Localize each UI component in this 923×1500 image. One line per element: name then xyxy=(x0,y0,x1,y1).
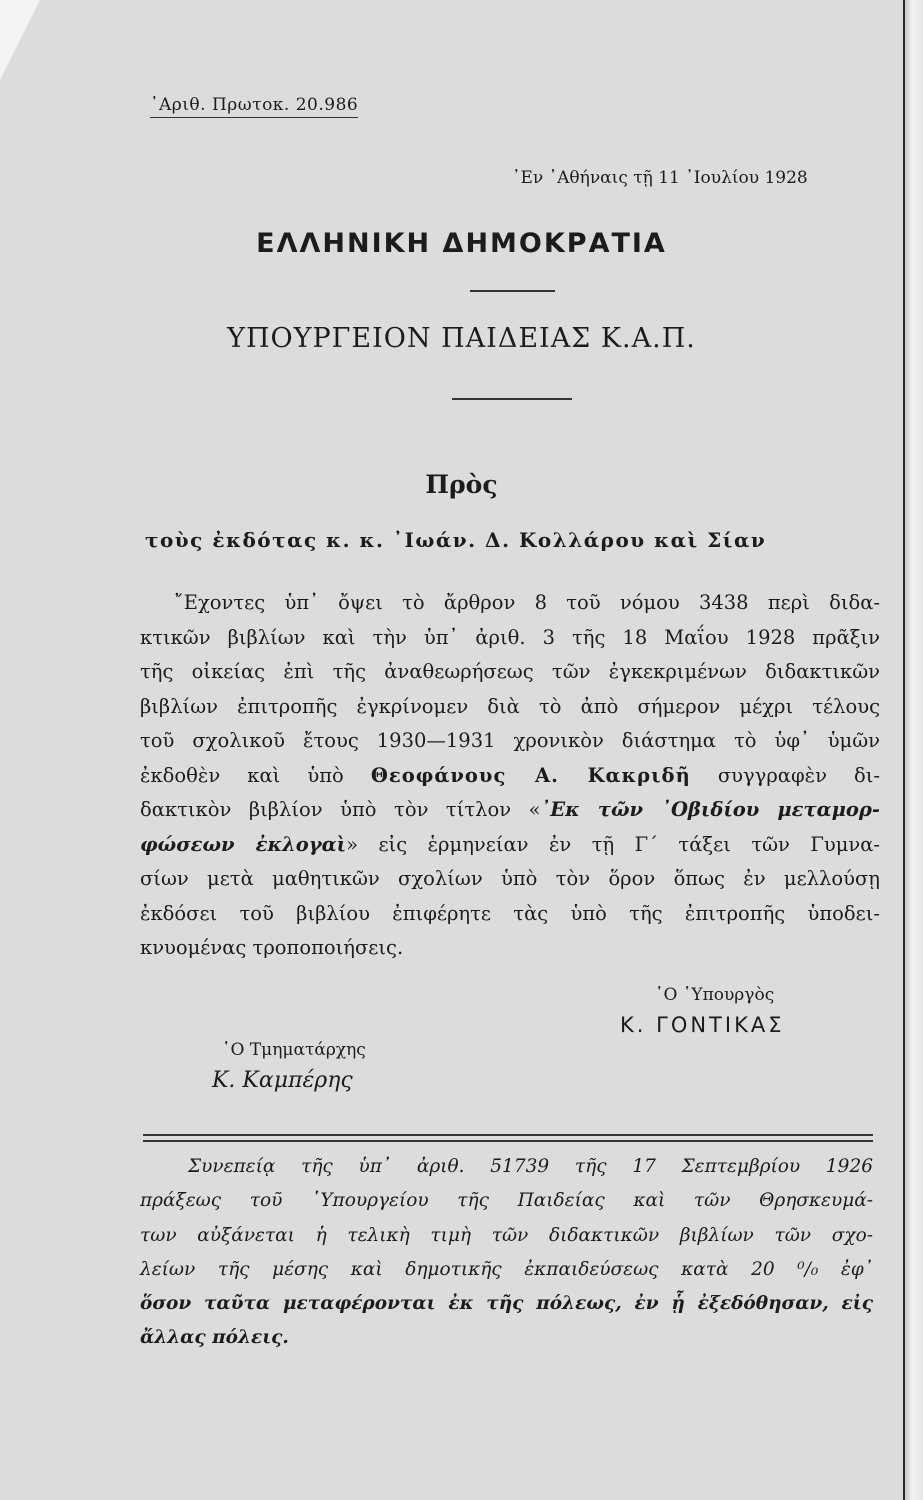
body-line: ῎Εχοντες ὑπ᾿ ὄψει τὸ ἄρθρον 8 τοῦ νόμου 3438 περὶ διδα- xyxy=(174,591,880,614)
body-text: συγγραφὲν δι- xyxy=(717,763,880,787)
document-date: ᾿Εν ᾿Αθήναις τῇ 11 ᾿Ιουλίου 1928 xyxy=(512,168,808,188)
body-line: κνυομένας τροποποιήσεις. xyxy=(140,936,404,959)
letter-body xyxy=(140,586,880,966)
ministry-heading: ΥΠΟΥΡΓΕΙΟΝ ΠΑΙΔΕΙΑΣ Κ.Α.Π. xyxy=(227,323,696,354)
recipients: τοὺς ἐκδότας κ. κ. ᾿Ιωάν. Δ. Κολλάρου καὶ Σίαν xyxy=(145,528,767,552)
divider xyxy=(452,398,572,400)
minister-title: ῾Ο ῾Υπουργὸς xyxy=(655,985,775,1005)
book-title: ᾿Εκ τῶν ᾿Οβιδίου μεταμορ- xyxy=(540,798,880,821)
body-line xyxy=(140,828,880,863)
note-line: ὅσον ταῦτα μεταφέρονται ἐκ τῆς πόλεως, ἐν ᾗ ἐξεδόθησαν, εἰς xyxy=(140,1293,873,1315)
note-line: Συνεπείᾳ τῆς ὑπ᾿ ἀριθ. 51739 τῆς 17 Σεπτεμβρίου 1926 xyxy=(188,1156,873,1177)
department-head-title: ῾Ο Τμηματάρχης xyxy=(222,1040,366,1060)
body-line: σίων μετὰ μαθητικῶν σχολίων ὑπὸ τὸν ὅρον ὅπως ἐν μελλούσῃ xyxy=(140,867,880,890)
double-rule-top xyxy=(143,1134,873,1136)
book-title: φώσεων ἐκλογαὶ xyxy=(140,832,347,856)
torn-corner xyxy=(0,0,40,80)
note-line: πράξεως τοῦ ῾Υπουργείου τῆς Παιδείας καὶ τῶν Θρησκευμά- xyxy=(140,1190,873,1212)
addressee-label: Πρὸς xyxy=(425,470,498,499)
body-line: κτικῶν βιβλίων καὶ τὴν ὑπ᾿ ἀριθ. 3 τῆς 18 Μαΐου 1928 πρᾶξιν xyxy=(140,625,880,649)
divider xyxy=(470,290,555,292)
body-text: δακτικὸν βιβλίον ὑπὸ τὸν τίτλον « xyxy=(140,798,541,821)
price-note xyxy=(140,1150,873,1356)
note-line: λείων τῆς μέσης καὶ δημοτικῆς ἐκπαιδεύσεως κατὰ 20 ⁰/₀ ἐφ᾿ xyxy=(140,1258,873,1280)
body-line: τῆς οἰκείας ἐπὶ τῆς ἀναθεωρήσεως τῶν ἐγκεκριμένων διδακτικῶν xyxy=(140,660,880,683)
body-text: ἐκδοθὲν καὶ ὑπὸ xyxy=(140,763,344,787)
body-line xyxy=(140,793,880,828)
double-rule-bottom xyxy=(143,1140,873,1142)
body-line: τοῦ σχολικοῦ ἔτους 1930—1931 χρονικὸν διάστημα τὸ ὑφ᾿ ὑμῶν xyxy=(140,729,880,752)
republic-heading: ΕΛΛΗΝΙΚΗ ΔΗΜΟΚΡΑΤΙΑ xyxy=(256,228,667,259)
body-line: βιβλίων ἐπιτροπῆς ἐγκρίνομεν διὰ τὸ ἀπὸ σήμερον μέχρι τέλους xyxy=(140,694,880,718)
note-line: των αὐξάνεται ἡ τελικὴ τιμὴ τῶν διδακτικῶν βιβλίων τῶν σχο- xyxy=(140,1224,873,1246)
department-head-name: Κ. Καμπέρης xyxy=(212,1068,353,1093)
page-edge xyxy=(903,0,923,1500)
body-text: » εἰς ἑρμηνείαν ἐν τῇ Γ΄ τάξει τῶν Γυμνα- xyxy=(346,832,880,856)
body-line xyxy=(140,759,880,794)
note-line: ἄλλας πόλεις. xyxy=(140,1327,289,1349)
author-name: Θεοφάνους Α. Κακριδῆ xyxy=(370,763,691,787)
body-line: ἐκδόσει τοῦ βιβλίου ἐπιφέρητε τὰς ὑπὸ τῆς ἐπιτροπῆς ὑποδει- xyxy=(140,901,880,925)
protocol-number: ᾿Αριθ. Πρωτοκ. 20.986 xyxy=(150,95,358,118)
minister-name: Κ. ΓΟΝΤΙΚΑΣ xyxy=(620,1013,785,1037)
